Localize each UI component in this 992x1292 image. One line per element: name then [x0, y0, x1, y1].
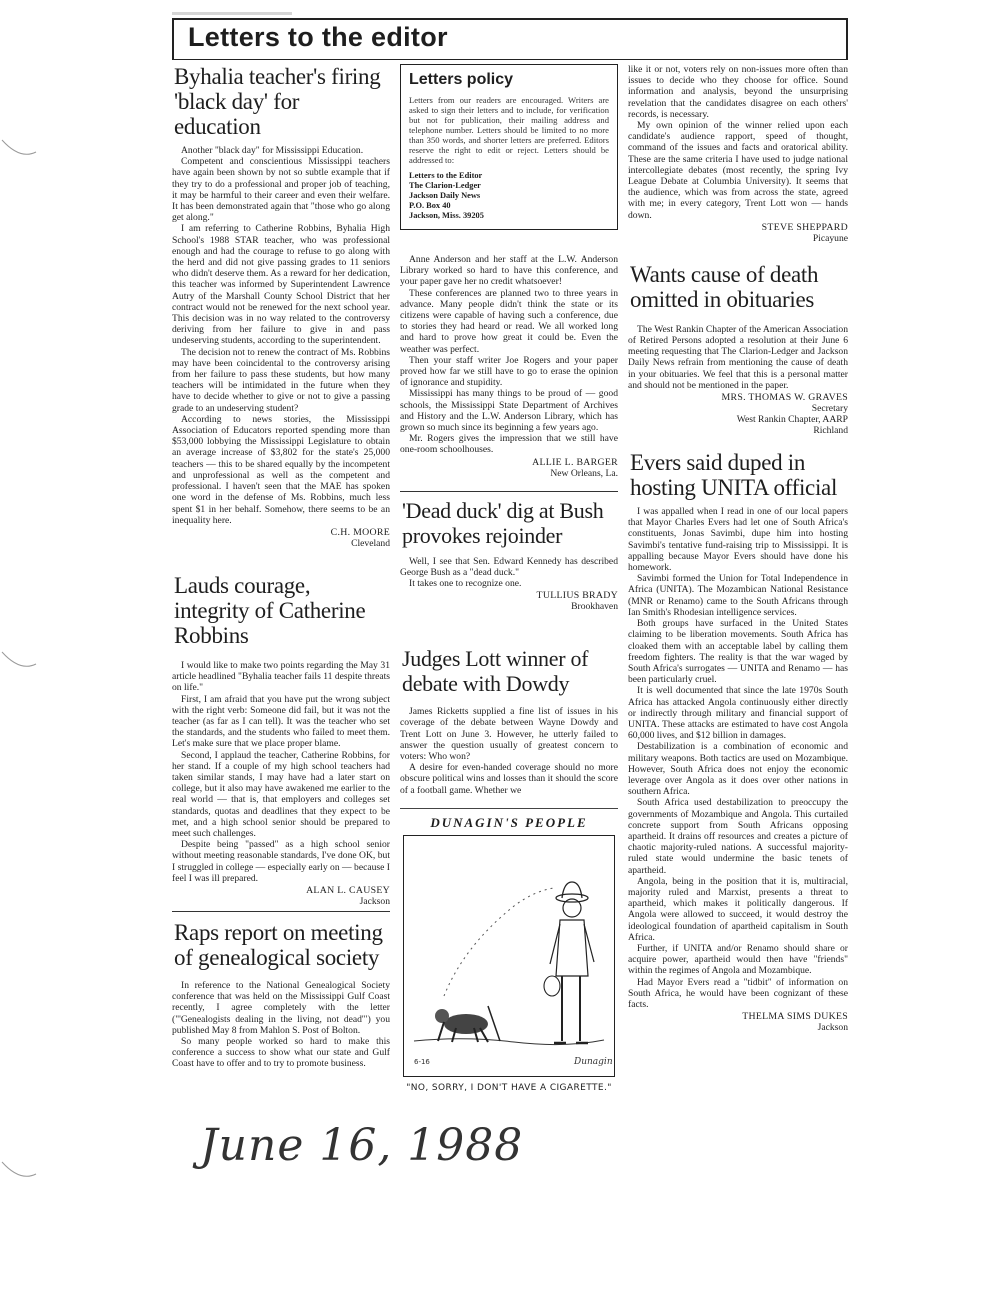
paragraph: It is well documented that since the late 1970s South Africa has attacked Angola continuously either directly or indirectly through military and financial support of UNITA. These attacks are estimated to have cost Angola 60,000 lives, and $12 billion in damages. — [628, 685, 848, 742]
paragraph: South Africa used destabilization to preoccupy the governments of Mozambique and Angola. This curtailed concrete support from South Africans opposing apartheid. It drains off resources and creates a picture of chaotic majority-ruled nations. A successful majority-ruled state would undermine the basic tenets of apartheid. — [628, 797, 848, 876]
paragraph: I was appalled when I read in one of our local papers that Mayor Charles Evers had let one of South Africa's constituents, Jonas Savimbi, dupe him into hosting Savimbi's tentative fund-raising trip to Mississippi. It is appalling because Mayor Evers should have done his homework. — [628, 506, 848, 574]
paragraph: Destabilization is a combination of economic and military weapons. Both tactics are used on Mozambique. However, South Africa does not enjoy the economic leverage over Angola as it does over other nations in southern Africa. — [628, 741, 848, 798]
paragraph: The decision not to renew the contract of Ms. Robbins may have been coincidental to the controversy arising from her failure to pass these students, but how many teachers will be intimidated in the future when they have to decide whether to give or not to give a passing grade to an undeserving student? — [172, 346, 390, 414]
column-1 — [172, 64, 390, 1070]
paragraph: So many people worked so hard to make this conference a success to show what our state and Gulf Coast have to offer and to try to promote business. — [172, 1035, 390, 1070]
paragraph: Anne Anderson and her staff at the L.W. Anderson Library worked so hard to have this conference, and your paper gave her no credit whatsoever! — [400, 254, 618, 288]
paragraph: Savimbi formed the Union for Total Independence in Africa (UNITA). The Mozambican National Resistance (MNR or Renamo) came to the South Africans through Ian Smith's Rhodesian intelligence services. — [628, 573, 848, 618]
address-line: The Clarion-Ledger — [409, 181, 481, 190]
signature-name: ALLIE L. BARGER — [532, 456, 618, 468]
signature-city: Richland — [813, 425, 848, 437]
paragraph: Then your staff writer Joe Rogers and your paper proved how far we still have to go to erase the opinion of ignorance and stupidity. — [400, 354, 618, 389]
paragraph: In reference to the National Genealogical Society conference that was held on the Mississippi Gulf Coast recently, I agree completely with the letter ("'Genealogists dealing in the living, not dead'") you published May 8 from Mahlon S. Post of Bolton. — [172, 979, 390, 1036]
letter-lott-continued — [628, 64, 848, 221]
masthead — [172, 18, 848, 60]
signature-org: West Rankin Chapter, AARP — [736, 414, 848, 426]
policy-title: Letters policy — [409, 71, 514, 88]
headline-lauds-courage: Lauds courage, integrity of Catherine Robbins — [174, 572, 366, 648]
masthead-title: Letters to the editor — [188, 22, 448, 52]
signature-city: Jackson — [359, 895, 390, 907]
cartoon-caption: "NO, SORRY, I DON'T HAVE A CIGARETTE." — [406, 1082, 612, 1093]
paragraph: Angola, being in the position that it is, multiracial, majority ruled and Marxist, presents a threat to apartheid, which makes it politically dangerous. If Angola were allowed to succeed, it would destroy the ideological foundation of apartheid capitalism in South Africa. — [628, 875, 848, 943]
paragraph: Both groups have surfaced in the United States claiming to be liberation movements. South Africa has cloaked them with an acceptable label by calling them freedom fighters. The reality is that the war waged by South Africa's surrogates — UNITA and Renamo — has been particularly cruel. — [628, 618, 848, 686]
divider-rule — [400, 491, 618, 492]
address-line: Letters to the Editor — [409, 171, 483, 180]
scan-mark — [0, 130, 40, 170]
cartoon-title: DUNAGIN'S PEOPLE — [430, 814, 588, 830]
paragraph: Despite being "passed" as a high school senior without meeting reasonable standards, I've done OK, but I struggled in college — especially early on — because I feel I was ill prepared. — [172, 839, 390, 884]
cartoon-illustration — [404, 836, 614, 1076]
paragraph: I am referring to Catherine Robbins, Byhalia High School's 1988 STAR teacher, who was professional enough and had the courage to refuse to go along with the herd and did not give passing grades to 11 seniors who didn't deserve them. As a reward for her dedication, this teacher was informed by Superintendent Lawrence Autry of the Marshall County School District that her contract would not be renewed for the next school year. This decision was in no way related to the controversy deriving from her failure to give in and pass undeserving students, according to the superintendent. — [172, 223, 390, 347]
letter-genealogical-continued — [400, 254, 618, 456]
headline-lott-debate: Judges Lott winner of debate with Dowdy — [402, 646, 589, 697]
column-2 — [400, 64, 618, 1093]
signature-city: Brookhaven — [571, 601, 618, 613]
signature-city: New Orleans, La. — [550, 467, 618, 479]
paragraph: It takes one to recognize one. — [409, 578, 522, 590]
paragraph: Mr. Rogers gives the impression that we still have one-room schoolhouses. — [400, 433, 618, 456]
paragraph: These conferences are planned two to three years in advance. Many people didn't think the state or its citizens were capable of having such a conference, due to stories they had heard or read. We all worked long and hard to prove how great it could be. Even the weather was perfect. — [400, 287, 618, 355]
paragraph: Had Mayor Evers read a "tidbit" of information on South Africa, he would have been cognizant of these facts. — [628, 976, 848, 1010]
signature-city: Jackson — [817, 1022, 848, 1034]
policy-text: Letters from our readers are encouraged. Writers are asked to sign their letters and to include, for verification but not for publication, their mailing address and telephone number. Letters should be limited to no more than 350 words, and shorter letters are preferred. Editors reserve the right to edit or reject. Letters should be addressed to: — [409, 95, 609, 165]
headline-obituaries: Wants cause of death omitted in obituaries — [630, 261, 819, 312]
letters-policy-box — [400, 64, 618, 230]
paragraph: A desire for even-handed coverage should no more obscure political wins and losses than it should the score of a football game. Whether we — [400, 762, 618, 796]
signature-name: STEVE SHEPPARD — [761, 221, 848, 233]
signature-city: Cleveland — [351, 537, 390, 549]
handwritten-date: June 16, 1988 — [200, 1120, 524, 1171]
address-line: Jackson Daily News — [409, 191, 481, 200]
address-line: P.O. Box 40 — [409, 201, 451, 210]
paragraph: The West Rankin Chapter of the American Association of Retired Persons adopted a resolution at their June 6 meeting requesting that The Clarion-Ledger and Jackson Daily News refrain from mentioning the cause of death in your obituaries. We feel that this is a personal matter and should not be mentioned in the paper. — [628, 323, 848, 391]
cartoon-drawing — [403, 835, 615, 1077]
scan-mark — [0, 1150, 40, 1190]
signature-title: Secretary — [811, 403, 848, 415]
letter-genealogical-body — [172, 980, 390, 1070]
paragraph: According to news stories, the Mississippi Association of Educators reported spending more than $53,000 lobbying the Mississippi Legislature to obtain an average increase of $3,802 for the state's 25,000 teachers — this to be shared equally by the incompetent and unprofessional as well as the competent and professional. I haven't seen that the MAE has spoken one word in the defense of Ms. Robbins, much less spent $1 in her behalf. Somehow, there seems to be an inequality here. — [172, 413, 390, 526]
signature-name: TULLIUS BRADY — [536, 590, 618, 602]
letter-dead-duck-body — [400, 556, 618, 590]
headline-dead-duck: 'Dead duck' dig at Bush provokes rejoinder — [402, 497, 604, 548]
paragraph: Another "black day" for Mississippi Education. — [181, 145, 364, 156]
signature-name: ALAN L. CAUSEY — [306, 884, 390, 896]
letter-lott-body — [400, 706, 618, 796]
paragraph: I would like to make two points regarding the May 31 article headlined "Byhalia teacher fails 11 despite threats on life." — [172, 659, 390, 694]
paragraph: Mississippi has many things to be proud of — good schools, the Mississippi State Department of Archives and History and the L.W. Anderson Library, which has grown so much since its beginning a few years ago. — [400, 388, 618, 434]
signature-name: C.H. MOORE — [330, 526, 390, 538]
svg-text:6-16: 6-16 — [414, 1057, 430, 1066]
address-line: Jackson, Miss. 39205 — [409, 211, 484, 220]
paragraph: Further, if UNITA and/or Renamo should share or acquire power, apartheid would then have "friends" within the regimes of Angola and Mozambique. — [628, 942, 848, 977]
letter-lauds-body — [172, 660, 390, 884]
column-3 — [628, 64, 848, 1033]
scan-edge — [172, 12, 292, 15]
signature-name: MRS. THOMAS W. GRAVES — [721, 392, 848, 404]
letter-evers-body — [628, 506, 848, 1010]
svg-text:Dunagin: Dunagin — [574, 1056, 613, 1067]
headline-evers-unita: Evers said duped in hosting UNITA official — [630, 450, 838, 501]
letter-byhalia-body — [172, 145, 390, 526]
signature-name: THELMA SIMS DUKES — [742, 1011, 848, 1023]
headline-byhalia: Byhalia teacher's firing 'black day' for education — [174, 64, 381, 139]
paragraph: My own opinion of the winner relied upon each candidate's audience rapport, speed of thought, command of the issues and facts and oratorical ability. These are the same criteria I have used to judge national intercollegiate debates (most recently, the spring Ivy League Debate at Columbia University). It seems that the audience, which was from across the state, agreed with me; in every category, Trent Lott won — hands down. — [628, 120, 848, 221]
paragraph: like it or not, voters rely on non-issues more often than issues to decide who they choose for office. Sound information and analysis, beyond the unsurprising revelation that the candidates disagree on each others' records, is necessary. — [628, 64, 848, 120]
paragraph: James Ricketts supplied a fine list of issues in his coverage of the debate between Wayne Dowdy and Trent Lott on June 3. However, he utterly failed to answer the question usually of greatest concern to voters: Who won? — [400, 706, 618, 763]
paragraph: Second, I applaud the teacher, Catherine Robbins, for her stand. If a couple of my high school teachers had taken similar stands, I may have had a later start on college, but it also may have awakened me earlier to the real world — that is, that employers and colleges set standards, quotas and deadlines that they expect to be met, and a high school senior should be prepared to meet such challenges. — [172, 749, 390, 839]
letter-obituaries-body — [628, 324, 848, 391]
paragraph: Well, I see that Sen. Edward Kennedy has described George Bush as a "dead duck." — [400, 555, 618, 578]
paragraph: First, I am afraid that you have put the wrong subject with the right verb: Someone did fail, but it was not the teacher (as far as I can tell). It was the teacher who set the standards, and the students who failed to meet them. Let's make sure that we place proper blame. — [172, 693, 390, 750]
divider-rule — [172, 911, 390, 912]
headline-genealogical: Raps report on meeting of genealogical society — [174, 919, 383, 970]
paragraph: Competent and conscientious Mississippi teachers have again been shown by not so subtle example that if they try to do a professional and proper job of teaching, it may be harmful to their career and even their welfare. It has been demonstrated again that "those who go along get along." — [172, 156, 390, 224]
policy-address — [409, 171, 609, 221]
cartoon-panel — [400, 808, 618, 1093]
scan-mark — [0, 640, 40, 680]
signature-city: Picayune — [812, 232, 848, 244]
